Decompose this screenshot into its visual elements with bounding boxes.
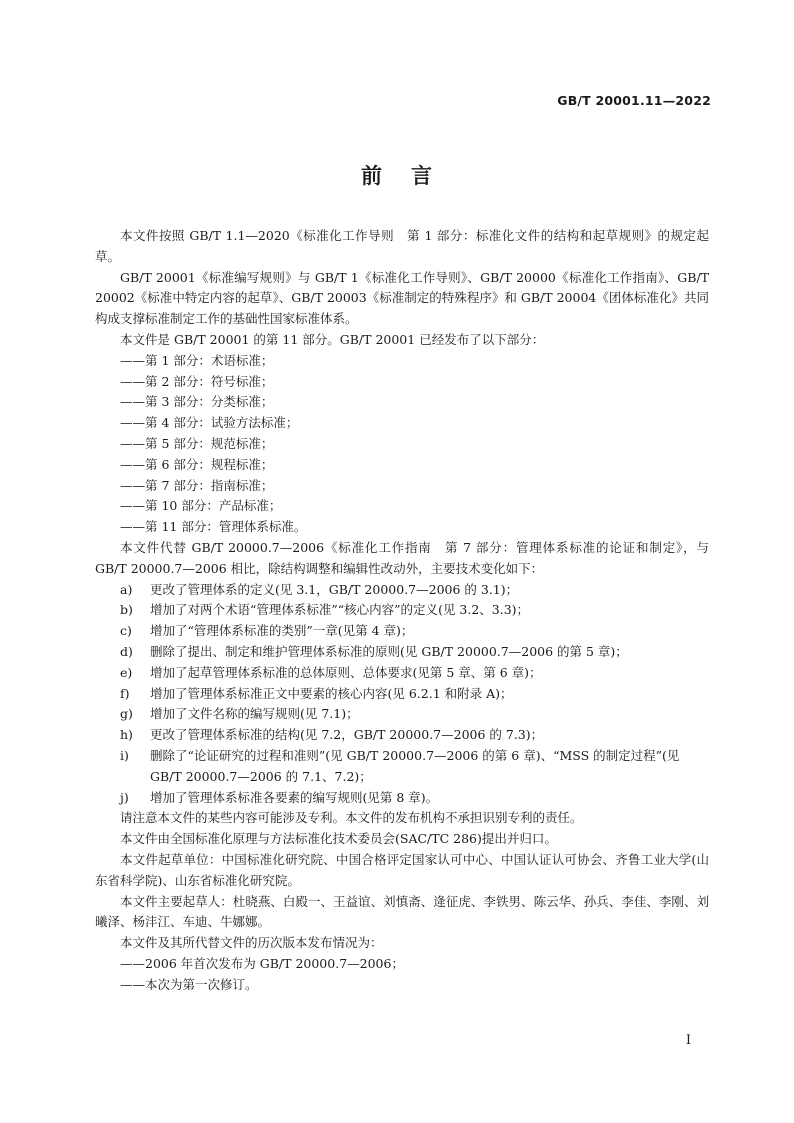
list-item: ——第 3 部分：分类标准； [120, 394, 274, 410]
paragraph-history-intro: 本文件及其所代替文件的历次版本发布情况为： [120, 935, 383, 951]
change-text: 增加了管理体系标准各要素的编写规则(见第 8 章)。 [150, 789, 439, 805]
change-item [95, 704, 709, 725]
paragraph-standard-system: GB/T 20001《标准编写规则》与 GB/T 1《标准化工作导则》、GB/T 20000《标准化工作指南》、GB/T 20002《标准中特定内容的起草》、GB/T 20003《标准制定的特殊程序》和 GB/T 20004《团体标准化》共同构成支撑标准制定工作的基础性国家标准体系。 [95, 269, 709, 327]
list-item: ——2006 年首次发布为 GB/T 20000.7—2006； [120, 955, 404, 971]
page-title [0, 160, 794, 190]
change-text: 增加了管理体系标准正文中要素的核心内容(见 6.2.1 和附录 A)； [150, 685, 513, 701]
change-item [95, 788, 709, 809]
title-char-1: 前 [361, 164, 383, 188]
list-item: ——本次为第一次修订。 [120, 976, 258, 992]
change-item [95, 663, 709, 684]
change-label: a) [120, 581, 133, 597]
change-text: 增加了文件名称的编写规则(见 7.1)； [150, 706, 359, 722]
change-item [95, 746, 709, 788]
change-label: i) [120, 747, 129, 763]
list-item: ——第 5 部分：规范标准； [120, 435, 274, 451]
change-item [95, 621, 709, 642]
change-text: 更改了管理体系标准的结构(见 7.2，GB/T 20000.7—2006 的 7.3)； [150, 727, 544, 743]
change-label: b) [120, 602, 133, 618]
list-item: ——第 11 部分：管理体系标准。 [120, 519, 307, 535]
change-text: 更改了管理体系的定义(见 3.1，GB/T 20000.7—2006 的 3.1)； [150, 581, 519, 597]
list-item: ——第 1 部分：术语标准； [120, 352, 274, 368]
change-label: j) [120, 789, 129, 805]
list-item: ——第 10 部分：产品标准； [120, 498, 282, 514]
list-item: ——第 6 部分：规程标准； [120, 456, 274, 472]
paragraph-committee: 本文件由全国标准化原理与方法标准化技术委员会(SAC/TC 286)提出并归口。 [120, 831, 557, 847]
change-label: d) [120, 643, 133, 659]
foreword-body [95, 226, 709, 995]
paragraph-part-intro: 本文件是 GB/T 20001 的第 11 部分。GB/T 20001 已经发布了以下部分： [120, 331, 545, 347]
change-label: f) [120, 685, 130, 701]
change-label: g) [120, 706, 133, 722]
change-text: 删除了“论证研究的过程和准则”(见 GB/T 20000.7—2006 的第 6 章)、“MSS 的制定过程”(见 GB/T 20000.7—2006 的 7.1、7.2)； [150, 747, 680, 784]
list-item: ——第 4 部分：试验方法标准； [120, 415, 299, 431]
list-item: ——第 2 部分：符号标准； [120, 373, 274, 389]
paragraph-drafters: 本文件主要起草人：杜晓燕、白殿一、王益谊、刘慎斋、逄征虎、李铁男、陈云华、孙兵、李佳、李刚、刘曦泽、杨沣江、车迪、牛娜娜。 [95, 893, 709, 930]
title-char-2: 言 [411, 164, 433, 188]
changes-list [95, 580, 709, 809]
page-number: I [685, 1033, 691, 1048]
change-item [95, 725, 709, 746]
change-label: c) [120, 623, 132, 639]
change-text: 增加了“管理体系标准的类别”一章(见第 4 章)； [150, 623, 414, 639]
paragraph-drafting-rule: 本文件按照 GB/T 1.1—2020《标准化工作导则 第 1 部分：标准化文件的结构和起草规则》的规定起草。 [95, 228, 709, 264]
change-item [95, 600, 709, 621]
parts-list [95, 351, 709, 538]
change-label: h) [120, 727, 133, 743]
change-item [95, 684, 709, 705]
change-label: e) [120, 664, 133, 680]
change-text: 增加了起草管理体系标准的总体原则、总体要求(见第 5 章、第 6 章)； [150, 664, 542, 680]
change-text: 增加了对两个术语“管理体系标准”“核心内容”的定义(见 3.2、3.3)； [150, 602, 530, 618]
paragraph-replacement: 本文件代替 GB/T 20000.7—2006《标准化工作指南 第 7 部分：管理体系标准的论证和制定》，与 GB/T 20000.7—2006 相比，除结构调整和编辑性改动外，主要技术变化如下： [95, 539, 709, 576]
paragraph-drafting-units: 本文件起草单位：中国标准化研究院、中国合格评定国家认可中心、中国认证认可协会、齐鲁工业大学(山东省科学院)、山东省标准化研究院。 [95, 851, 709, 888]
standard-code: GB/T 20001.11—2022 [557, 93, 711, 108]
change-text: 删除了提出、制定和维护管理体系标准的原则(见 GB/T 20000.7—2006 的第 5 章)； [150, 643, 628, 659]
change-item [95, 642, 709, 663]
paragraph-patent-notice: 请注意本文件的某些内容可能涉及专利。本文件的发布机构不承担识别专利的责任。 [120, 810, 583, 826]
list-item: ——第 7 部分：指南标准； [120, 477, 274, 493]
change-item [95, 580, 709, 601]
history-list [95, 954, 709, 996]
